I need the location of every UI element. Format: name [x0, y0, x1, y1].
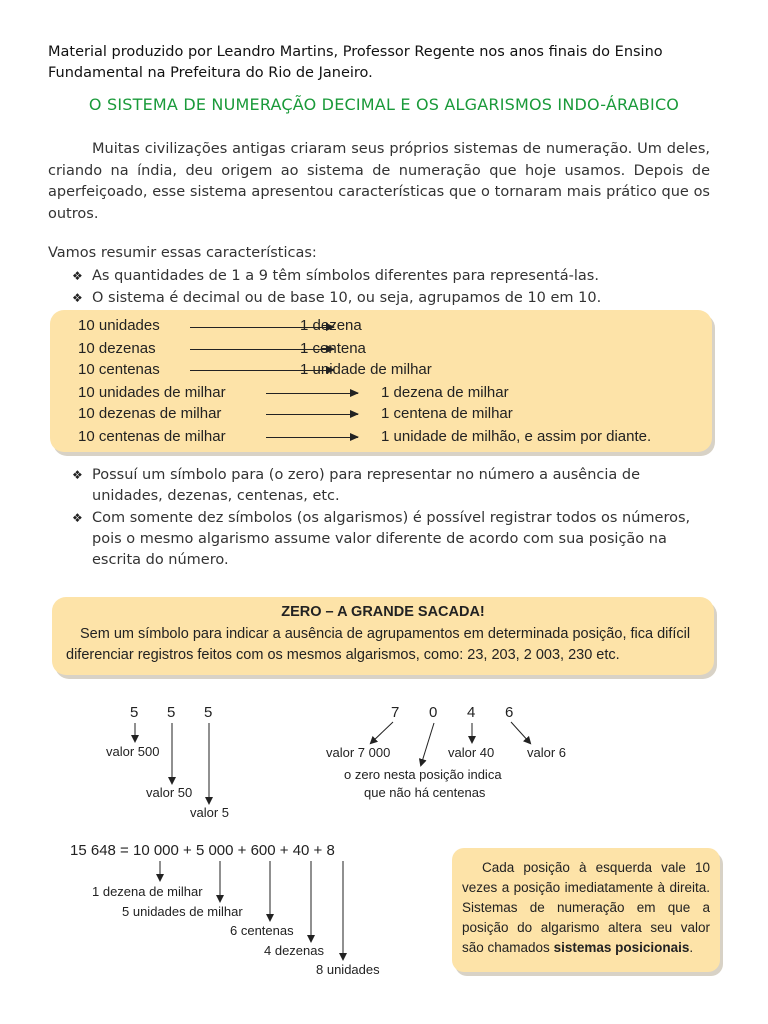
grouping-to: 1 dezena de milhar [381, 384, 509, 401]
bullet-item: ❖ As quantidades de 1 a 9 têm símbolos diferentes para representá-las. [72, 266, 712, 287]
place-label: 1 dezena de milhar [92, 884, 203, 899]
page-title: O SISTEMA DE NUMERAÇÃO DECIMAL E OS ALGARISMOS INDO-ÁRABICO [88, 95, 680, 114]
grouping-to: 1 unidade de milhar [300, 361, 432, 378]
grouping-from: 10 centenas [78, 361, 160, 378]
bullet-item: ❖ O sistema é decimal ou de base 10, ou seja, agrupamos de 10 em 10. [72, 288, 712, 309]
digit: 0 [429, 704, 438, 721]
grouping-from: 10 centenas de milhar [78, 428, 226, 445]
value-label: valor 7 000 [326, 745, 391, 760]
place-label: 8 unidades [316, 962, 380, 977]
grouping-from: 10 dezenas de milhar [78, 405, 222, 422]
grouping-to: 1 dezena [300, 317, 362, 334]
header-credit: Material produzido por Leandro Martins, Professor Regente nos anos finais do Ensino Fundamental na Prefeitura do Rio de Janeiro. [48, 44, 663, 81]
value-label: valor 50 [146, 785, 193, 800]
intro-paragraph: Muitas civilizações antigas criaram seus próprios sistemas de numeração. Um deles, criando na índia, deu origem ao sistema de numeração que hoje usamos. Depois de aperfeiçoado, esse sistema apresentou características que o tornaram mais prático que os outros. [48, 141, 710, 222]
diamond-bullet-icon: ❖ [72, 511, 83, 525]
digit: 7 [391, 704, 400, 721]
diamond-bullet-icon: ❖ [72, 468, 83, 482]
zero-note: que não há centenas [364, 785, 486, 800]
grouping-to: 1 centena [300, 340, 366, 357]
digit: 5 [130, 704, 139, 721]
bullet-item: ❖ Possuí um símbolo para (o zero) para representar no número a ausência de unidades, dezenas, centenas, etc. [72, 467, 641, 504]
digit: 5 [167, 704, 176, 721]
diamond-bullet-icon: ❖ [72, 269, 83, 283]
positional-term: sistemas posicionais [553, 940, 690, 955]
grouping-from: 10 unidades de milhar [78, 384, 226, 401]
diamond-bullet-icon: ❖ [72, 291, 83, 305]
digit: 6 [505, 704, 514, 721]
zero-callout-heading: ZERO – A GRANDE SACADA! [281, 604, 485, 620]
grouping-to: 1 centena de milhar [381, 405, 513, 422]
digit: 4 [467, 704, 476, 721]
value-label: valor 5 [190, 805, 230, 820]
zero-note: o zero nesta posição indica [344, 767, 502, 782]
place-label: 4 dezenas [264, 943, 324, 958]
value-label: valor 500 [106, 744, 160, 759]
bullet-item: ❖ Com somente dez símbolos (os algarismos) é possível registrar todos os números, pois o mesmo algarismo assume valor diferente de acordo com sua posição na escrita do número. [72, 510, 691, 568]
positional-callout-text: Cada posição à esquerda vale 10 vezes a posição imediatamente à direita. Sistemas de numeração em que a posição do algarismo altera seu valor são chamados sistemas posicionais. [462, 860, 710, 955]
digit: 5 [204, 704, 213, 721]
decomposition-equation: 15 648 = 10 000 + 5 000 + 600 + 40 + 8 [70, 842, 335, 859]
summary-intro: Vamos resumir essas características: [48, 245, 317, 261]
zero-callout-text: Sem um símbolo para indicar a ausência de agrupamentos em determinada posição, fica difícil diferenciar registros feitos com os mesmos algarismos, como: 23, 203, 2 003, 230 etc. [66, 626, 691, 663]
place-label: 6 centenas [230, 923, 294, 938]
positional-callout-box [452, 848, 720, 972]
grouping-to: 1 unidade de milhão, e assim por diante. [381, 428, 652, 445]
grouping-from: 10 unidades [78, 317, 160, 334]
value-label: valor 6 [527, 745, 567, 760]
place-label: 5 unidades de milhar [122, 904, 243, 919]
value-label: valor 40 [448, 745, 495, 760]
grouping-from: 10 dezenas [78, 340, 156, 357]
